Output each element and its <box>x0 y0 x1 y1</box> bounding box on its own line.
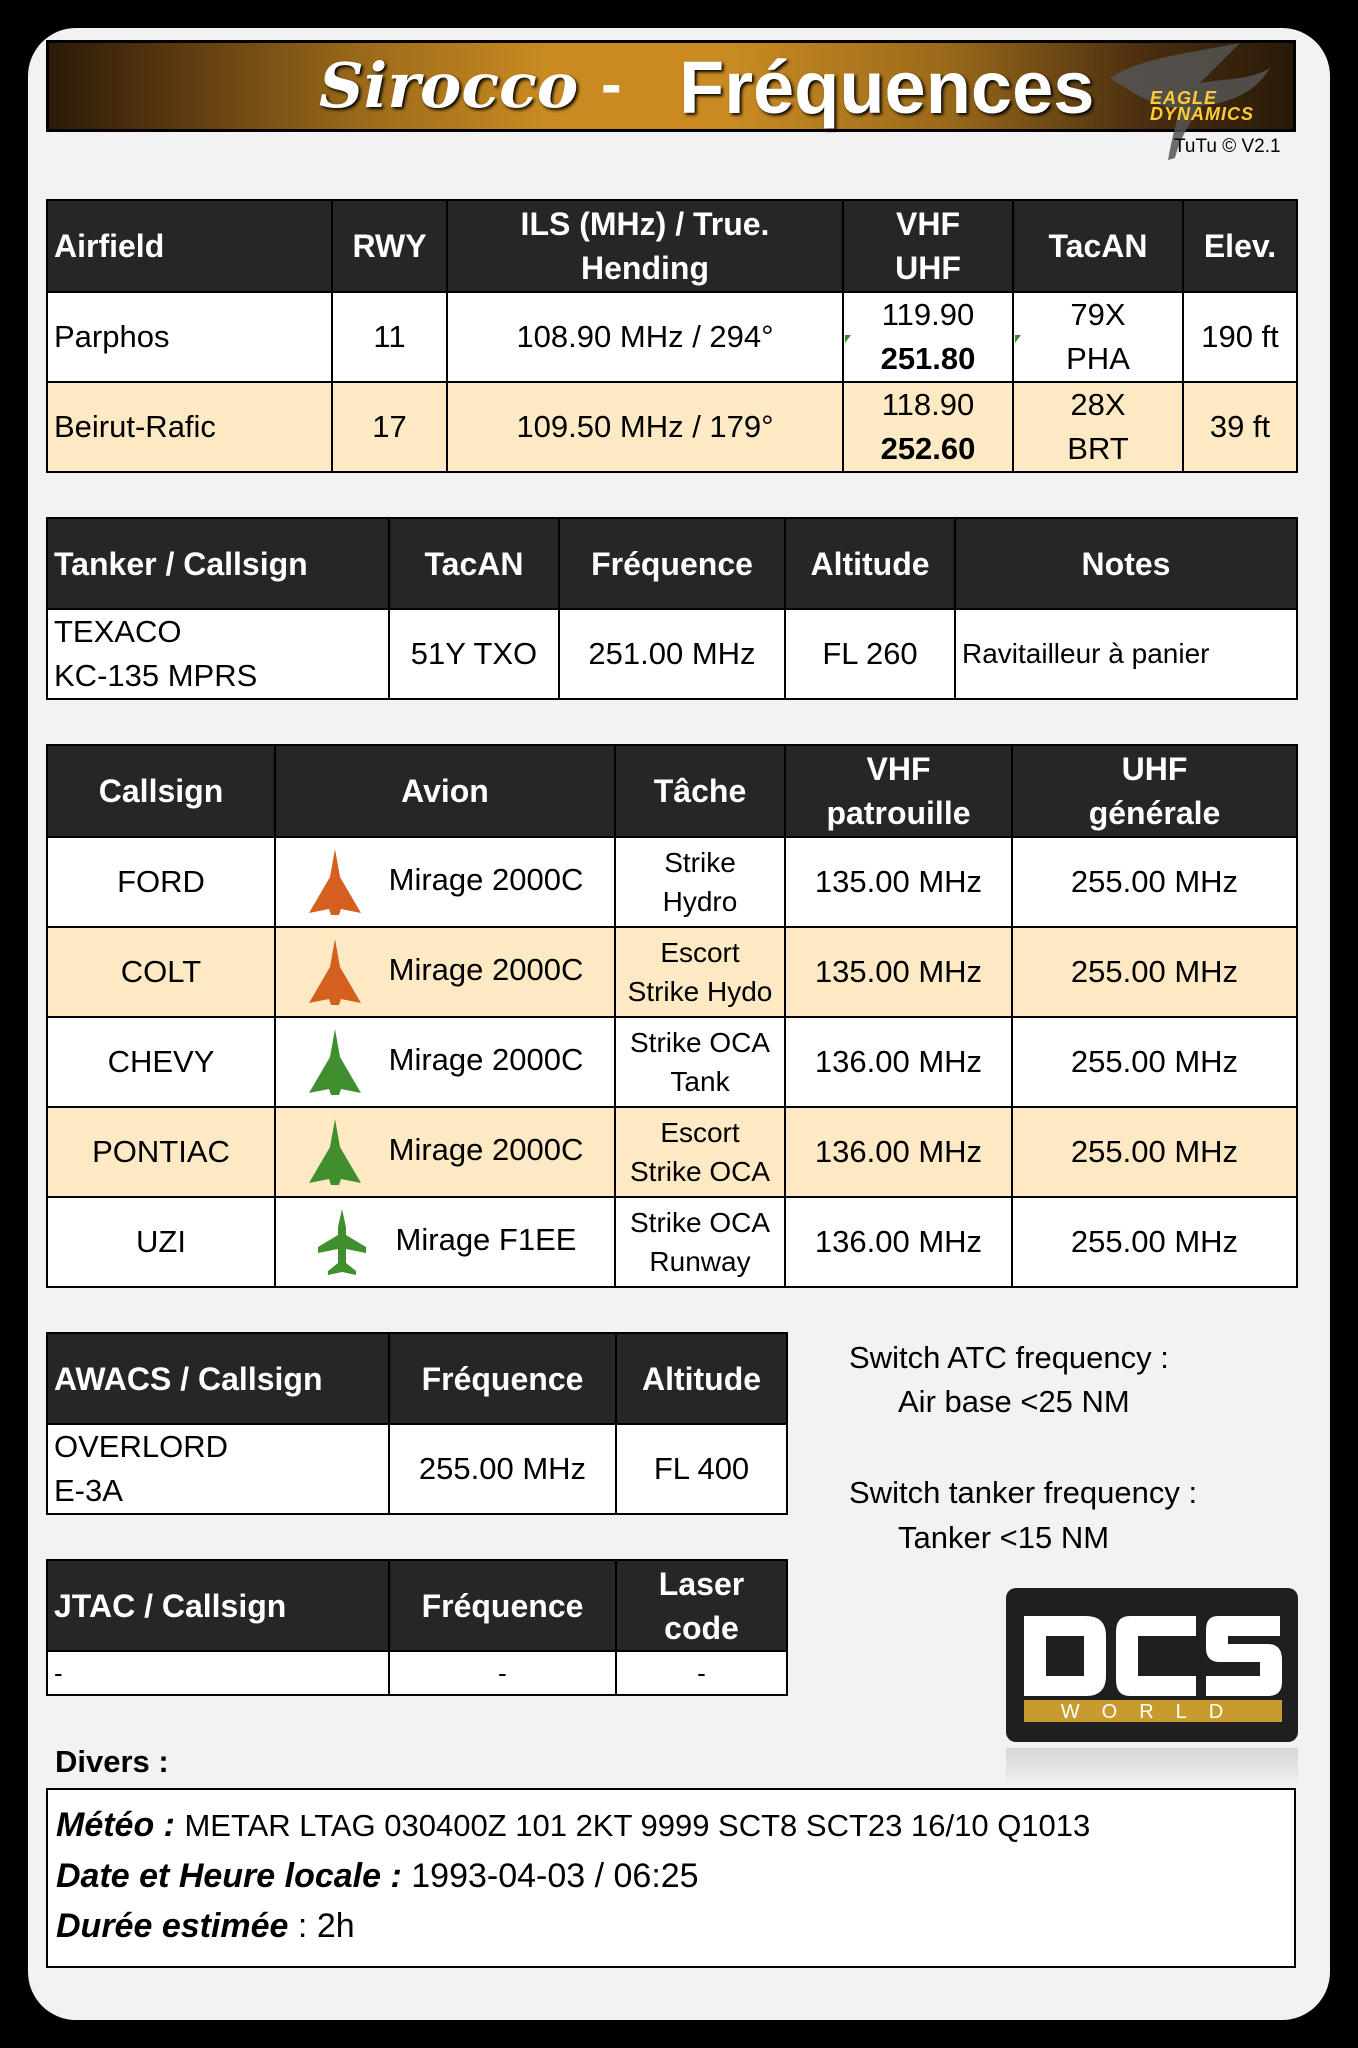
eagle-dynamics-logo: EAGLE DYNAMICS <box>1150 88 1255 124</box>
uhf-frequency: 255.00 MHz <box>1012 1197 1297 1287</box>
header-avion: Avion <box>275 745 615 837</box>
tanker-frequency: 251.00 MHz <box>559 609 785 699</box>
vhf-frequency: 135.00 MHz <box>785 927 1012 1017</box>
table-row <box>47 609 1297 699</box>
jtac-frequency: - <box>389 1651 616 1695</box>
header-jtac-callsign: JTAC / Callsign <box>47 1560 389 1651</box>
table-row <box>47 837 1297 927</box>
header-callsign: Callsign <box>47 745 275 837</box>
flight-callsign: COLT <box>47 927 275 1017</box>
dcs-world-logo <box>1006 1588 1298 1742</box>
table-row <box>47 1017 1297 1107</box>
duration-line: Durée estimée : 2h <box>56 1907 355 1945</box>
tanker-tacan: 51Y TXO <box>389 609 559 699</box>
awacs-callsign: OVERLORD E-3A <box>47 1424 389 1514</box>
table-row <box>47 382 1297 472</box>
vhf-frequency: 136.00 MHz <box>785 1197 1012 1287</box>
mirage-f1-green-icon <box>314 1207 370 1277</box>
date-line: Date et Heure locale : 1993-04-03 / 06:25 <box>56 1857 699 1895</box>
flight-callsign: PONTIAC <box>47 1107 275 1197</box>
aircraft-name: Mirage 2000C <box>388 1042 584 1078</box>
header-awacs-callsign: AWACS / Callsign <box>47 1333 389 1424</box>
awacs-frequency: 255.00 MHz <box>389 1424 616 1514</box>
header-frequence: Fréquence <box>389 1333 616 1424</box>
elevation: 39 ft <box>1183 382 1297 472</box>
uhf-frequency: 255.00 MHz <box>1012 837 1297 927</box>
header-tanker-callsign: Tanker / Callsign <box>47 518 389 609</box>
atc-switch-value: Air base <25 NM <box>898 1384 1130 1419</box>
mirage-2000-green-icon <box>307 1027 363 1097</box>
tacan-channel: 79X PHA <box>1013 292 1183 382</box>
header-rwy: RWY <box>332 200 447 292</box>
flight-callsign: CHEVY <box>47 1017 275 1107</box>
tanker-switch-value: Tanker <15 NM <box>898 1520 1110 1555</box>
header-elev: Elev. <box>1183 200 1297 292</box>
radio-frequencies: 119.90 251.80 <box>843 292 1013 382</box>
table-row <box>47 1651 787 1695</box>
header-frequence: Fréquence <box>389 1560 616 1651</box>
title-separator: - <box>601 50 622 119</box>
header-vhf-uhf: VHF UHF <box>843 200 1013 292</box>
header-tacan: TacAN <box>389 518 559 609</box>
table-row <box>47 1107 1297 1197</box>
tanker-switch-title: Switch tanker frequency : <box>849 1475 1198 1510</box>
header-laser-code: Laser code <box>616 1560 787 1651</box>
flight-task: Strike OCA Tank <box>615 1017 785 1107</box>
ils-frequency: 109.50 MHz / 179° <box>447 382 843 472</box>
header-altitude: Altitude <box>785 518 955 609</box>
aircraft-cell <box>275 1197 615 1287</box>
meteo-line: Météo : METAR LTAG 030400Z 101 2KT 9999 SCT8 SCT23 16/10 Q1013 <box>56 1806 1091 1844</box>
table-row <box>47 1424 787 1514</box>
uhf-frequency: 255.00 MHz <box>1012 1017 1297 1107</box>
aircraft-cell <box>275 837 615 927</box>
tacan-channel: 28X BRT <box>1013 382 1183 472</box>
airfield-table <box>46 199 1298 473</box>
vhf-frequency: 136.00 MHz <box>785 1017 1012 1107</box>
uhf-frequency: 255.00 MHz <box>1012 927 1297 1017</box>
header-tache: Tâche <box>615 745 785 837</box>
airfield-name: Beirut-Rafic <box>47 382 332 472</box>
logo-reflection <box>1006 1748 1298 1788</box>
flight-task: Strike Hydro <box>615 837 785 927</box>
header-frequence: Fréquence <box>559 518 785 609</box>
header-ils: ILS (MHz) / True. Hending <box>447 200 843 292</box>
flight-task: Escort Strike OCA <box>615 1107 785 1197</box>
flight-callsign: FORD <box>47 837 275 927</box>
mirage-2000-green-icon <box>307 1117 363 1187</box>
header-vhf-patrouille: VHF patrouille <box>785 745 1012 837</box>
awacs-table <box>46 1332 788 1515</box>
elevation: 190 ft <box>1183 292 1297 382</box>
uhf-frequency: 255.00 MHz <box>1012 1107 1297 1197</box>
svg-text:WORLD: WORLD <box>1060 1701 1246 1723</box>
table-row <box>47 927 1297 1017</box>
airfield-name: Parphos <box>47 292 332 382</box>
runway: 17 <box>332 382 447 472</box>
aircraft-cell <box>275 1107 615 1197</box>
jtac-laser-code: - <box>616 1651 787 1695</box>
tanker-notes: Ravitailleur à panier <box>955 609 1297 699</box>
vhf-frequency: 136.00 MHz <box>785 1107 1012 1197</box>
aircraft-name: Mirage 2000C <box>388 1132 584 1168</box>
runway: 11 <box>332 292 447 382</box>
aircraft-name: Mirage F1EE <box>395 1222 577 1258</box>
header-tacan: TacAN <box>1013 200 1183 292</box>
mirage-2000-orange-icon <box>307 847 363 917</box>
dcs-logo-icon <box>1006 1588 1298 1742</box>
tanker-table <box>46 517 1298 700</box>
header-uhf-generale: UHF générale <box>1012 745 1297 837</box>
ils-frequency: 108.90 MHz / 294° <box>447 292 843 382</box>
page-title: Fréquences <box>679 46 1095 129</box>
tanker-altitude: FL 260 <box>785 609 955 699</box>
vhf-frequency: 135.00 MHz <box>785 837 1012 927</box>
divers-box <box>46 1788 1296 1968</box>
flight-callsign: UZI <box>47 1197 275 1287</box>
table-row <box>47 292 1297 382</box>
divers-label: Divers : <box>55 1744 169 1779</box>
tanker-callsign: TEXACO KC-135 MPRS <box>47 609 389 699</box>
version-label: TuTu © V2.1 <box>1174 136 1281 157</box>
aircraft-cell <box>275 1017 615 1107</box>
aircraft-name: Mirage 2000C <box>388 952 584 988</box>
mission-name: Sirocco <box>319 49 579 122</box>
jtac-table <box>46 1559 788 1696</box>
radio-frequencies: 118.90 252.60 <box>843 382 1013 472</box>
atc-switch-title: Switch ATC frequency : <box>849 1340 1169 1375</box>
aircraft-name: Mirage 2000C <box>388 862 584 898</box>
header-notes: Notes <box>955 518 1297 609</box>
flight-task: Escort Strike Hydo <box>615 927 785 1017</box>
header-altitude: Altitude <box>616 1333 787 1424</box>
flight-task: Strike OCA Runway <box>615 1197 785 1287</box>
table-row <box>47 1197 1297 1287</box>
mirage-2000-orange-icon <box>307 937 363 1007</box>
flights-table <box>46 744 1298 1288</box>
header-airfield: Airfield <box>47 200 332 292</box>
awacs-altitude: FL 400 <box>616 1424 787 1514</box>
aircraft-cell <box>275 927 615 1017</box>
jtac-callsign: - <box>47 1651 389 1695</box>
